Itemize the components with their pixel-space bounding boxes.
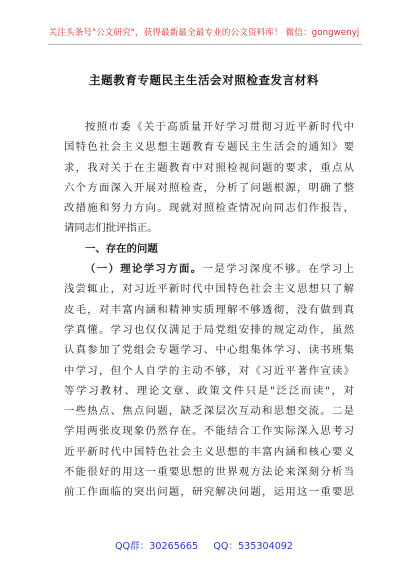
paragraph-line: 求，我对关于在主题教育中对照检视问题的要求，重点从 — [64, 161, 354, 174]
paragraph-line: 学用两张皮现象仍然存在。不能结合工作实际深入思考习 — [64, 425, 354, 438]
paragraph-line — [64, 259, 354, 279]
header-divider — [48, 44, 362, 45]
paragraph-line: 国特色社会主义思想主题教育专题民主生活会的通知》要 — [64, 141, 354, 154]
document-body — [64, 117, 354, 503]
footer-contact: QQ群：30265665 QQ：535304092 — [115, 541, 293, 552]
paragraph-line: 按照市委《关于高质量开好学习贯彻习近平新时代中 — [85, 121, 354, 133]
paragraph-line: 改措施和努力方向。现就对照检查情况向同志们作报告， — [64, 202, 354, 215]
header-note: 关注头条号"公文研究"，获得最新最全最专业的公文资料库！ 微信：gongwenyj — [48, 28, 360, 38]
paragraph-line: 前工作面临的突出问题，研究解决问题，运用这一重要思 — [64, 486, 354, 499]
paragraph-text: 一是学习深度不够。在学习上 — [202, 263, 354, 276]
paragraph-line: 等学习教材、理论文章、政策文件只是"泛泛而读"，对 — [64, 384, 354, 397]
paragraph-line: 不能很好的用这一重要思想的世界观方法论来深刻分析当 — [64, 466, 354, 479]
paragraph-line: 皮毛，对丰富内涵和精神实质理解不够透彻，没有做到真 — [64, 303, 354, 316]
section-heading: 一、存在的问题 — [85, 242, 158, 255]
paragraph-line: 中学习，但个人自学的主动不够，对《习近平著作宣读》 — [64, 364, 354, 377]
paragraph-line: 认真参加了党组会专题学习、中心组集体学习、读书班集 — [64, 344, 354, 357]
paragraph-line: 浅尝辄止，对习近平新时代中国特色社会主义思想只了解 — [64, 283, 354, 296]
paragraph-line: 六个方面深入开展对照检查，分析了问题根源，明确了整 — [64, 181, 354, 194]
paragraph-line: 一些热点、焦点问题，缺乏深层次互动和思想交流。二是 — [64, 405, 354, 418]
paragraph-line: 请同志们批评指正。 — [64, 222, 158, 235]
document-title: 主题教育专题民主生活会对照检查发言材料 — [89, 73, 319, 87]
sub-heading: （一）理论学习方面。 — [85, 263, 203, 276]
paragraph-line: 近平新时代中国特色社会主义思想的丰富内涵和核心要义 — [64, 445, 354, 458]
paragraph-line: 学真懂。学习也仅仅满足于局党组安排的规定动作，虽然 — [64, 323, 354, 336]
